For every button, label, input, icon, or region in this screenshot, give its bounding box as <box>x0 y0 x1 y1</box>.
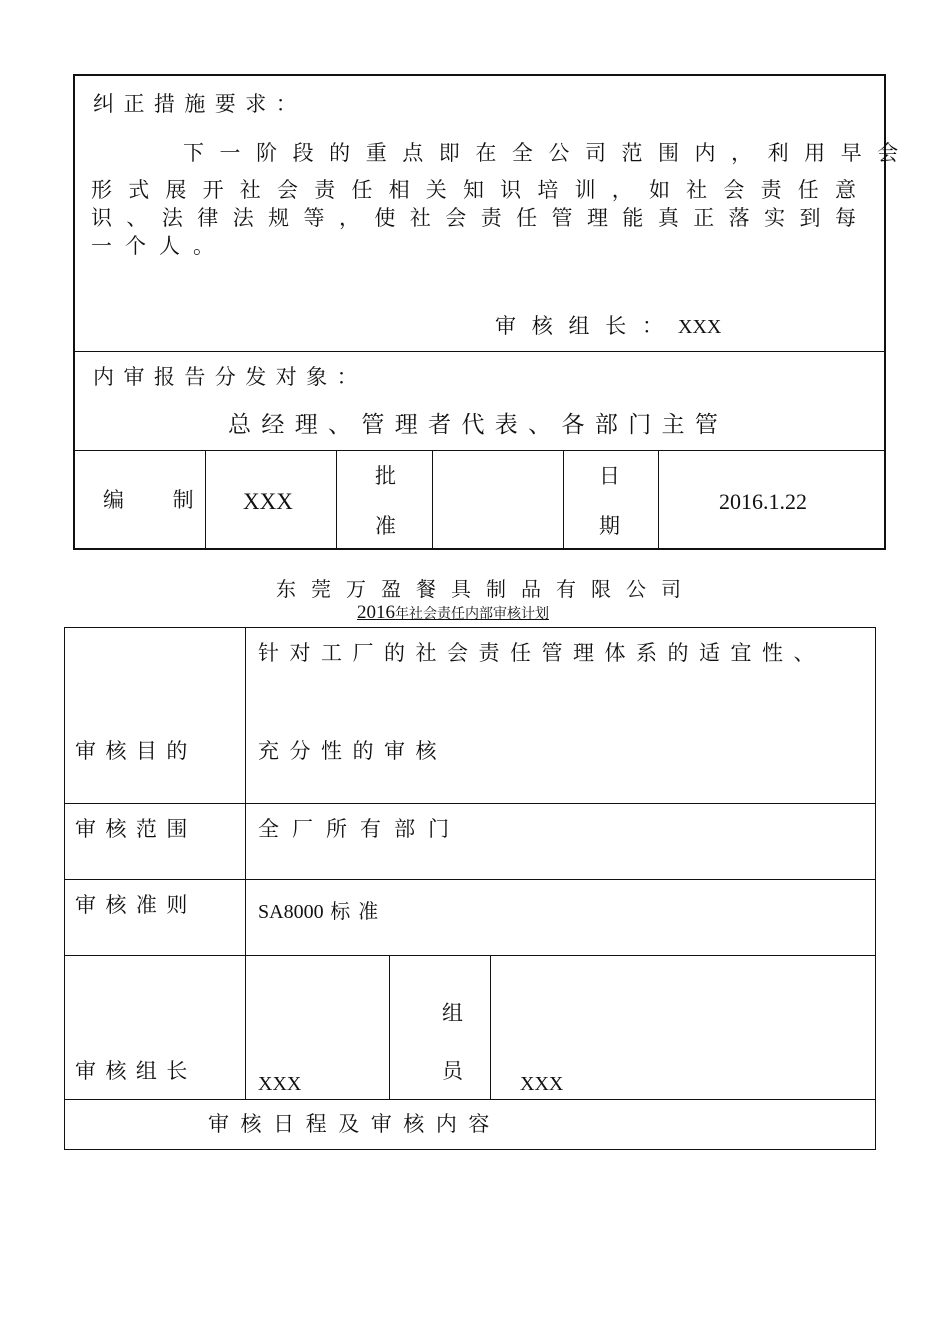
corrective-heading: 纠正措施要求： <box>93 92 307 116</box>
plan-title <box>357 603 549 622</box>
member-label-1: 组 <box>442 1001 463 1025</box>
scope-label: 审核范围 <box>75 817 197 841</box>
corrective-line1: 下一阶段的重点即在全公司范围内，利用早会 <box>183 141 914 165</box>
corrective-body: 形式展开社会责任相关知识培训，如社会责任意识、法律法规等，使社会责任管理能真正落实到每一个人。 <box>91 178 869 258</box>
approve-label-2: 准 <box>375 514 396 538</box>
plan-year: 2016 <box>357 602 395 623</box>
criteria-suffix: 标准 <box>330 899 387 923</box>
company-name: 东莞万盈餐具制品有限公司 <box>276 577 696 601</box>
scope-value: 全厂所有部门 <box>258 817 463 841</box>
distribution-heading: 内审报告分发对象： <box>93 365 368 389</box>
criteria-label: 审核准则 <box>75 893 197 917</box>
criteria-code: SA8000 <box>258 901 324 923</box>
corrective-leader-label: 审核组长： <box>495 314 679 338</box>
date-label-2: 期 <box>599 514 620 538</box>
purpose-line1: 针对工厂的社会责任管理体系的适宜性、 <box>258 641 825 665</box>
signoff-date: 2016.1.22 <box>719 489 807 514</box>
member-label-2: 员 <box>442 1059 463 1083</box>
audit-plan-table <box>64 627 876 1150</box>
member-value: XXX <box>520 1073 564 1095</box>
schedule-label: 审核日程及审核内容 <box>208 1112 501 1136</box>
corrective-leader-name: XXX <box>678 316 722 338</box>
criteria-value <box>258 901 386 922</box>
divider <box>75 351 886 352</box>
purpose-label: 审核目的 <box>75 739 197 763</box>
leader-value: XXX <box>258 1073 302 1095</box>
approve-label-1: 批 <box>375 464 396 488</box>
purpose-line2: 充分性的审核 <box>258 739 447 763</box>
leader-label: 审核组长 <box>75 1059 197 1083</box>
prepared-label: 编 制 <box>103 488 215 512</box>
date-label-1: 日 <box>599 464 620 488</box>
prepared-by: XXX <box>243 489 293 514</box>
distribution-recipients: 总经理、管理者代表、各部门主管 <box>228 412 729 438</box>
plan-title-text: 年社会责任内部审核计划 <box>395 606 549 622</box>
divider <box>75 450 886 451</box>
corrective-action-box <box>73 74 914 550</box>
